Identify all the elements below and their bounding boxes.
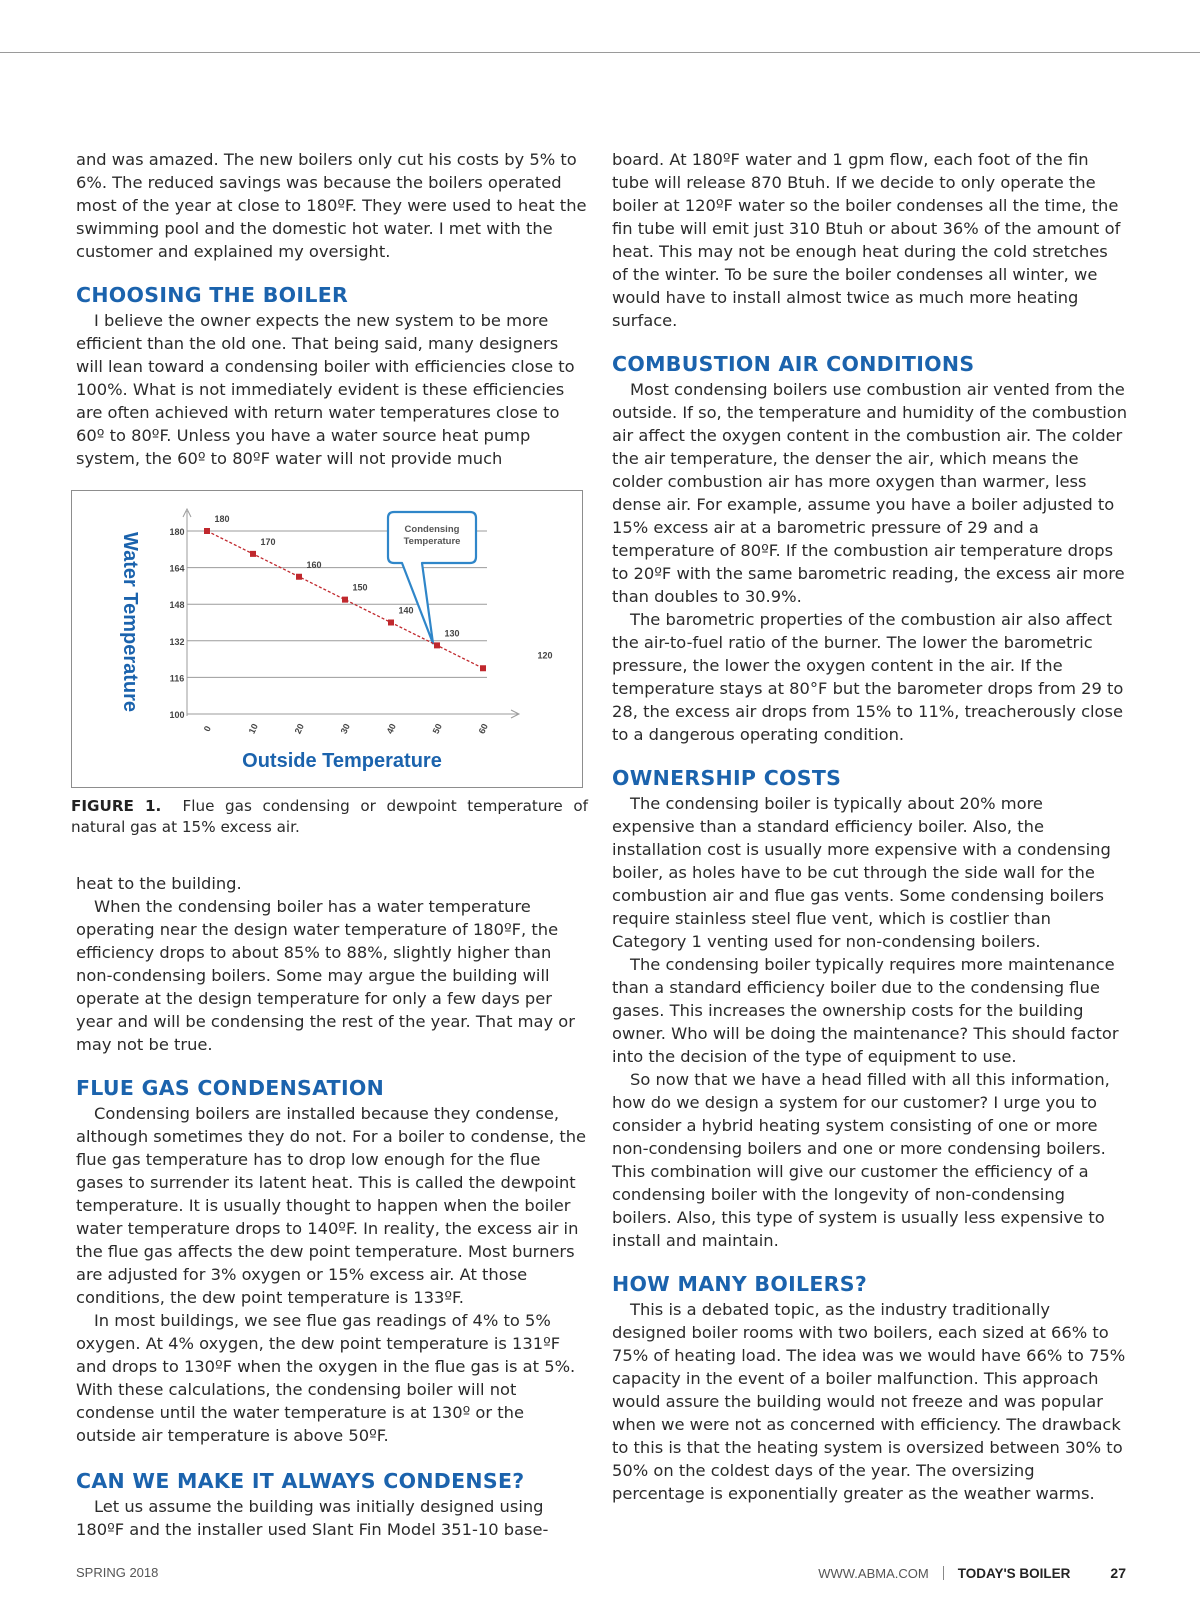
data-point — [480, 665, 486, 671]
data-label: 130 — [444, 628, 460, 639]
x-axis-title: Outside Temperature — [242, 750, 442, 772]
y-tick-label: 164 — [169, 563, 185, 574]
paragraph: So now that we have a head filled with all this information, how do we design a system for our customer? I urge you to consider a hybrid heating system consisting of one or more non-condensing boilers and one or more condensing boilers. This combination will give our customer the efficiency of a condensing boiler with the longevity of non-condensing boilers. Also, this type of system is usually less expensive to install and maintain. — [612, 1070, 1110, 1250]
paragraph: Condensing boilers are installed because they condense, although sometimes they do not. For a boiler to condense, the flue gas temperature has to drop low enough for the flue gases to surrender its latent heat. This is called the dewpoint temperature. It is usually thought to happen when the boiler water temperature drops to 140ºF. In reality, the excess air in the flue gas affects the dew point temperature. Most burners are adjusted for 3% oxygen or 15% excess air. At those conditions, the dew point temperature is 133ºF. — [76, 1104, 587, 1307]
section-heading-choosing-the-boiler: CHOOSING THE BOILER — [76, 283, 349, 307]
paragraph: The condensing boiler typically requires more maintenance than a standard efficiency boiler due to the condensing flue gases. This increases the ownership costs for the building owner. Who will be doing the maintenance? This should factor into the decision of the type of equipment to use. — [612, 955, 1119, 1066]
figure-caption-label: FIGURE 1. — [71, 797, 162, 815]
section-heading-how-many-boilers: HOW MANY BOILERS? — [612, 1272, 868, 1296]
data-label: 150 — [352, 582, 368, 593]
paragraph: board. At 180ºF water and 1 gpm flow, each foot of the fin tube will release 870 Btuh. If we decide to only operate the boiler at 120ºF water so the boiler condenses all the time, the fin tube will emit just 310 Btuh or about 36% of the amount of heat. This may not be enough heat during the cold stretches of the winter. To be sure the boiler condenses all winter, we would have to install almost twice as much more heating surface. — [612, 150, 1121, 330]
figure-1-chart — [71, 490, 583, 788]
data-point — [434, 642, 440, 648]
x-tick-label: 40 — [384, 722, 398, 736]
right-column — [612, 148, 1128, 1505]
paragraph: and was amazed. The new boilers only cut his costs by 5% to 6%. The reduced savings was because the boilers operated most of the year at close to 180ºF. They were used to heat the swimming pool and the domestic hot water. I met with the customer and explained my oversight. — [76, 150, 587, 261]
section-heading-ownership-costs: OWNERSHIP COSTS — [612, 766, 842, 790]
figure-caption-text: Flue gas condensing or dewpoint temperature of natural gas at 15% excess air. — [71, 797, 588, 836]
paragraph: The barometric properties of the combustion air also affect the air-to-fuel ratio of the burner. The lower the barometric pressure, the lower the oxygen content in the air. If the temperature stays at 80°F but the barometer drops from 29 to 28, the excess air drops from 15% to 11%, treacherously close to a dangerous operating condition. — [612, 610, 1124, 744]
data-label: 170 — [260, 536, 276, 547]
paragraph: Let us assume the building was initially designed using 180ºF and the installer used Slant Fin Model 351-10 base- — [76, 1497, 549, 1539]
paragraph: heat to the building. — [76, 874, 242, 893]
data-point — [250, 551, 256, 557]
y-tick-label: 132 — [169, 636, 185, 647]
data-label: 120 — [537, 650, 553, 661]
paragraph: I believe the owner expects the new system to be more efficient than the old one. That being said, many designers will lean toward a condensing boiler with efficiencies close to 100%. What is not immediately evident is these efficiencies are often achieved with return water temperatures close to 60º to 80ºF. Unless you have a water source heat pump system, the 60º to 80ºF water will not provide much — [76, 311, 575, 468]
data-point — [342, 597, 348, 603]
footer-issue: SPRING 2018 — [76, 1565, 159, 1580]
y-axis-title: Water Temperature — [119, 531, 141, 713]
data-point — [204, 528, 210, 534]
y-tick-label: 116 — [169, 673, 185, 684]
left-column — [71, 148, 588, 1541]
data-label: 160 — [306, 559, 322, 570]
y-tick-label: 100 — [169, 710, 185, 720]
x-tick-label: 60 — [476, 722, 490, 736]
paragraph: This is a debated topic, as the industry traditionally designed boiler rooms with two boilers, each sized at 66% to 75% of heating load. The idea was we would have 66% to 75% capacity in the event of a boiler malfunction. This approach would assure the building would not freeze and was popular when we were not as concerned with efficiency. The drawback to this is that the heating system is oversized between 30% to 50% on the coldest days of the year. The oversizing percentage is exponentially greater as the weather warms. — [612, 1300, 1126, 1503]
top-rule — [0, 52, 1200, 53]
data-point — [296, 574, 302, 580]
paragraph: When the condensing boiler has a water temperature operating near the design water temperature of 180ºF, the efficiency drops to about 85% to 88%, slightly higher than non-condensing boilers. Some may argue the building will operate at the design temperature for only a few days per year and will be condensing the rest of the year. That may or may not be true. — [76, 897, 575, 1054]
y-tick-label: 180 — [169, 527, 185, 537]
callout-label: Condensing — [404, 524, 460, 535]
x-tick-label: 30 — [338, 722, 352, 736]
data-label: 180 — [214, 514, 230, 524]
paragraph: The condensing boiler is typically about 20% more expensive than a standard efficiency boiler. Also, the installation cost is usually more expensive with a condensing boiler, as holes have to be cut through the side wall for the combustion air and flue gas vents. Some condensing boilers require stainless steel flue vent, which is costlier than Category 1 venting used for non-condensing boilers. — [612, 794, 1111, 951]
callout-label: Temperature — [403, 536, 461, 547]
data-label: 140 — [398, 605, 414, 616]
section-heading-can-we-make-it-always-condense: CAN WE MAKE IT ALWAYS CONDENSE? — [76, 1469, 525, 1493]
paragraph: In most buildings, we see flue gas readings of 4% to 5% oxygen. At 4% oxygen, the dew point temperature is 131ºF and drops to 130ºF when the oxygen in the flue gas is at 5%. With these calculations, the condensing boiler will not condense until the water temperature is at 130º or the outside air temperature is above 50ºF. — [76, 1311, 576, 1445]
chart-svg — [72, 491, 582, 787]
y-tick-label: 148 — [169, 600, 185, 611]
footer-divider — [943, 1566, 944, 1580]
x-tick-label: 0 — [201, 724, 213, 734]
footer-magazine-name: TODAY'S BOILER — [957, 1565, 1071, 1581]
section-heading-combustion-air-conditions: COMBUSTION AIR CONDITIONS — [612, 352, 975, 376]
figure-caption — [71, 796, 588, 838]
x-tick-label: 50 — [430, 722, 444, 736]
page-number: 27 — [1110, 1565, 1126, 1581]
section-heading-flue-gas-condensation: FLUE GAS CONDENSATION — [76, 1076, 385, 1100]
data-point — [388, 620, 394, 626]
x-tick-label: 10 — [246, 722, 260, 736]
footer-website[interactable]: WWW.ABMA.COM — [818, 1565, 929, 1581]
paragraph: Most condensing boilers use combustion air vented from the outside. If so, the temperature and humidity of the combustion air affect the oxygen content in the combustion air. The colder the air temperature, the denser the air, which means the colder combustion air has more oxygen than warmer, less dense air. For example, assume you have a boiler adjusted to 15% excess air at a barometric pressure of 29 and a temperature of 80ºF. If the combustion air temperature drops to 20ºF with the same barometric reading, the excess air more than doubles to 30.9%. — [612, 380, 1128, 606]
footer-right — [818, 1565, 1126, 1581]
x-tick-label: 20 — [292, 722, 306, 736]
